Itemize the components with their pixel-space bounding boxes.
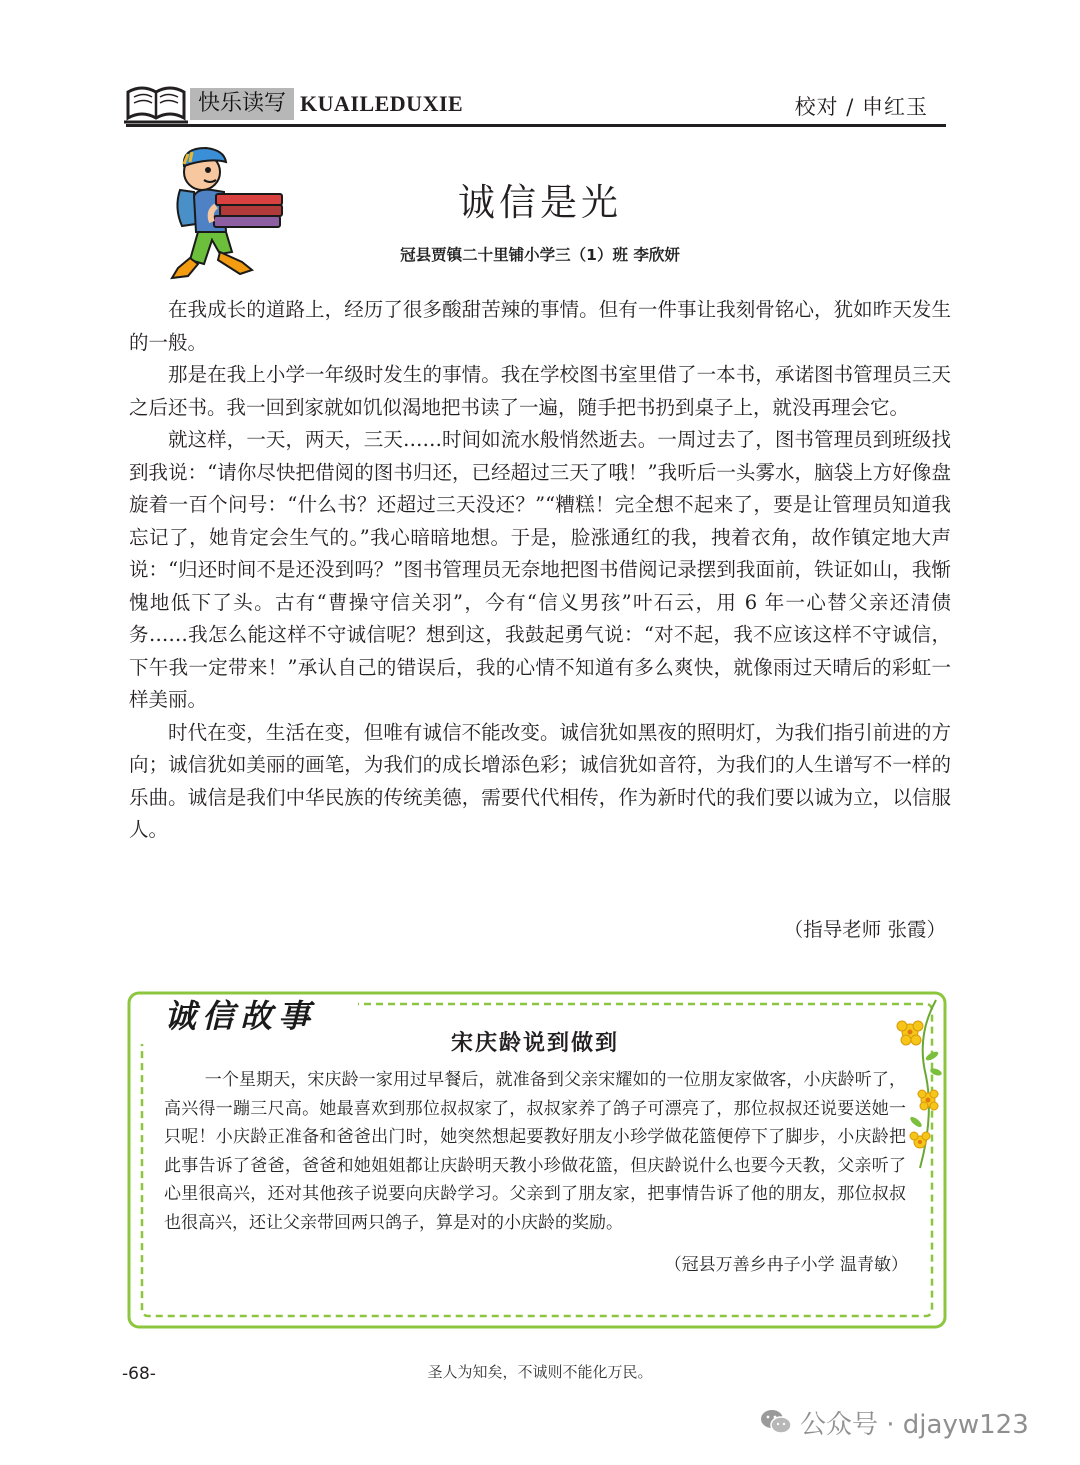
page-number: -68- [122,1364,156,1384]
story-credit: （冠县万善乡冉子小学 温青敏） [664,1255,908,1275]
paragraph: 时代在变，生活在变，但唯有诚信不能改变。诚信犹如黑夜的照明灯，为我们指引前进的方向；诚信犹如美丽的画笔，为我们的成长增添色彩；诚信犹如音符，为我们的人生谱写不一样的乐曲。诚信是我们中华民族的传统美德，需要代代相传，作为新时代的我们要以诚为立，以信服人。 [129,720,951,841]
story-body [164,1066,906,1237]
watermark [760,1402,1029,1442]
proofreader-credit: 校对 / 申红玉 [794,95,928,119]
article-author: 冠县贾镇二十里铺小学三（1）班 李欣妍 [400,246,680,264]
header-rule [126,124,946,127]
teacher-credit: （指导老师 张霞） [783,918,946,941]
story-paragraph: 一个星期天，宋庆龄一家用过早餐后，就准备到父亲宋耀如的一位朋友家做客，小庆龄听了，高兴得一蹦三尺高。她最喜欢到那位叔叔家了，叔叔家养了鸽子可漂亮了，那位叔叔还说要送她一只呢！小庆龄正准备和爸爸出门时，她突然想起要教好朋友小珍学做花篮便停下了脚步，小庆龄把此事告诉了爸爸，爸爸和她姐姐都让庆龄明天教小珍做花篮，但庆龄说什么也要今天教，父亲听了心里很高兴，还对其他孩子说要向庆龄学习。父亲到了朋友家，把事情告诉了他的朋友，那位叔叔也很高兴，还让父亲带回两只鸽子，算是对的小庆龄的奖励。 [164,1070,906,1233]
paragraph: 就这样，一天，两天，三天……时间如流水般悄然逝去。一周过去了，图书管理员到班级找到我说：“请你尽快把借阅的图书归还，已经超过三天了哦！”我听后一头雾水，脑袋上方好像盘旋着一百个问号：“什么书？还超过三天没还？”“糟糕！完全想不起来了，要是让管理员知道我忘记了，她肯定会生气的。”我心暗暗地想。于是，脸涨通红的我，拽着衣角，故作镇定地大声说：“归还时间不是还没到吗？”图书管理员无奈地把图书借阅记录摆到我面前，铁证如山，我惭愧地低下了头。古有“曹操守信关羽”，今有“信义男孩”叶石云，用 6 年一心替父亲还清债务……我怎么能这样不守诚信呢？想到这，我鼓起勇气说：“对不起，我不应该这样不守诚信，下午我一定带来！”承认自己的错误后，我的心情不知道有多么爽快，就像雨过天晴后的彩虹一样美丽。 [129,428,951,711]
story-title: 宋庆龄说到做到 [450,1030,619,1056]
wechat-icon [760,1408,792,1436]
article-body [129,294,951,847]
section-label-english: KUAILEDUXIE [300,91,464,116]
boy-carrying-books-illustration [160,140,292,282]
article-title: 诚信是光 [458,181,622,224]
watermark-text: 公众号 · djayw123 [800,1409,1029,1440]
open-book-icon [124,80,188,124]
paragraph: 那是在我上小学一年级时发生的事情。我在学校图书室里借了一本书，承诺图书管理员三天之后还书。我一回到家就如饥似渴地把书读了一遍，随手把书扔到桌子上，就没再理会它。 [129,363,951,419]
section-label: 快乐读写 [190,88,294,120]
story-box-heading: 诚信故事 [164,997,317,1035]
footer-quote: 圣人为知矣，不诚则不能化万民。 [427,1363,653,1381]
paragraph: 在我成长的道路上，经历了很多酸甜苦辣的事情。但有一件事让我刻骨铭心，犹如昨天发生的一般。 [129,298,951,354]
